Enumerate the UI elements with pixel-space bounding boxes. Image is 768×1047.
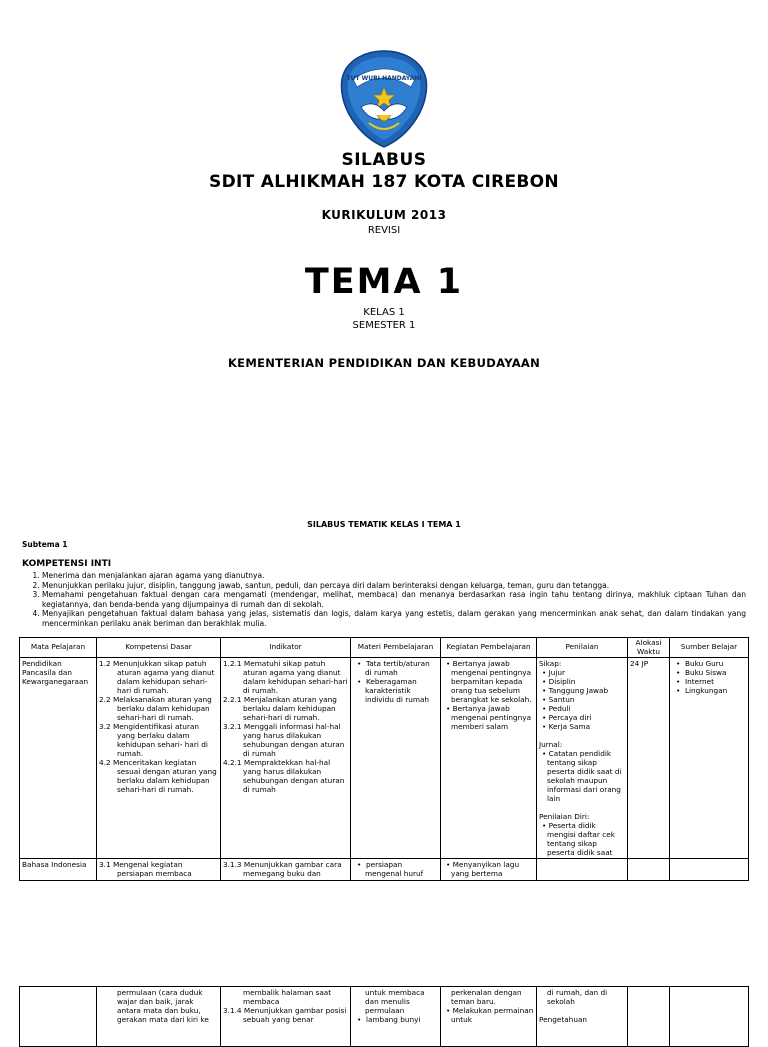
ki-item: 1. Menerima dan menjalankan ajaran agama yang dianutnya. [42,571,746,581]
header-mapel: Mata Pelajaran [20,638,97,658]
cell-kd: 3.1 Mengenal kegiatan persiapan membaca [97,859,221,881]
kd-item: 3.2 Mengidentifikasi aturan yang berlaku dalam kehidupan sehari- hari di rumah. [99,722,208,758]
sikap-item: • Percaya diri [542,713,592,722]
cell-penilaian [537,859,628,881]
header-penilaian: Penilaian [537,638,628,658]
cell-kd: permulaan (cara duduk wajar dan baik, jarak antara mata dan buku, gerakan mata dari kiri ke [97,987,221,1047]
sikap-item: • Tanggung Jawab [542,686,609,695]
diri-label: Penilaian Diri: [539,812,590,821]
school-name: SDIT ALHIKMAH 187 KOTA CIREBON [209,172,559,192]
kd-item: 1.2 Menunjukkan sikap patuh aturan agama yang dianut dalam kehidupan sehari-hari di rumah. [99,659,215,695]
header-alokasi: Alokasi Waktu [628,638,670,658]
cell-kd [97,658,221,859]
document-title: SILABUS [341,150,427,170]
diri-item: • Peserta didik mengisi daftar cek tentang sikap peserta didik saat [542,821,615,857]
cell-kegiatan [441,658,537,859]
cell-sumber [670,987,749,1047]
kd-item: 4.2 Menceritakan kegiatan sesuai dengan aturan yang berlaku dalam kehidupan sehari-hari di rumah. [99,758,217,794]
header-materi: Materi Pembelajaran [351,638,441,658]
materi-item: • Tata tertib/aturan di rumah [357,659,430,677]
semester-label: SEMESTER 1 [352,320,416,331]
sumber-item: • Buku Siswa [676,668,727,677]
materi-item: • Keberagaman karakteristik individu di rumah [357,677,430,704]
header-indikator: Indikator [221,638,351,658]
cell-mapel: Bahasa Indonesia [20,859,97,881]
tut-wuri-handayani-logo [339,49,429,149]
curriculum-label: KURIKULUM 2013 [321,208,447,222]
indikator-item: 1.2.1 Mematuhi sikap patuh aturan agama yang dianut dalam kehidupan sehari-hari di rumah. [223,659,348,695]
sumber-item: • Lingkungan [676,686,728,695]
ki-list [22,571,746,628]
cell-sumber [670,658,749,859]
jurnal-item: • Catatan pendidik tentang sikap peserta didik saat di sekolah maupun informasi dari orang lain [542,749,622,803]
ministry-label: KEMENTERIAN PENDIDIKAN DAN KEBUDAYAAN [227,356,541,370]
syllabus-table [19,637,749,881]
cell-mapel [20,987,97,1047]
cell-mapel: Pendidikan Pancasila dan Kewarganegaraan [20,658,97,859]
indikator-item: 4.2.1 Mempraktekkan hal-hal yang harus dilakukan sehubungan dengan aturan di rumah [223,758,345,794]
ki-item: 2. Menunjukkan perilaku jujur, disiplin, tanggung jawab, santun, peduli, dan percaya diri dalam berinteraksi dengan keluarga, teman, guru dan tetangga. [42,581,746,591]
indikator-item: 2.2.1 Menjalankan aturan yang berlaku dalam kehidupan sehari-hari di rumah. [223,695,337,722]
sumber-item: • Buku Guru [676,659,724,668]
kegiatan-item: • Bertanya jawab mengenai pentingnya memberi salam [446,704,532,731]
cell-indikator: 3.1.3 Menunjukkan gambar cara memegang buku dan [221,859,351,881]
cell-alokasi [628,859,670,881]
sikap-item: • Santun [542,695,575,704]
class-label: KELAS 1 [363,307,405,318]
kd-item: 2.2 Melaksanakan aturan yang berlaku dalam kehidupan sehari-hari di rumah. [99,695,212,722]
sikap-item: • Kerja Sama [542,722,591,731]
cell-indikator: membalik halaman saat membaca 3.1.4 Menunjukkan gambar posisi sebuah yang benar [221,987,351,1047]
syllabus-table-continued [19,986,749,1047]
cell-indikator [221,658,351,859]
cell-alokasi [628,987,670,1047]
cell-kegiatan: • Menyanyikan lagu yang bertema [441,859,537,881]
table-row [20,658,749,859]
ki-item: 3. Memahami pengetahuan faktual dengan cara mengamati (mendengar, melihat, membaca) dan menanya berdasarkan rasa ingin tahu tentang dirinya, makhluk ciptaan Tuhan dan kegiatannya, dan benda-benda yang dijumpainya di rumah dan di sekolah. [42,590,746,609]
table-header-row [20,638,749,658]
kegiatan-item: • Bertanya jawab mengenai pentingnya berpamitan kepada orang tua sebelum berangkat ke sekolah. [446,659,532,704]
cell-alokasi: 24 JP [628,658,670,859]
subtema-label: Subtema 1 [22,540,68,549]
sikap-label: Sikap: [539,659,562,668]
theme-title: TEMA 1 [304,262,464,302]
cell-materi [351,658,441,859]
header-kegiatan: Kegiatan Pembelajaran [441,638,537,658]
cell-materi: • persiapan mengenal huruf [351,859,441,881]
svg-text:TUT WURI HANDAYANI: TUT WURI HANDAYANI [346,75,422,82]
cell-materi: untuk membaca dan menulis permulaan • lambang bunyi [351,987,441,1047]
jurnal-label: Jurnal: [539,740,563,749]
sumber-item: • Internet [676,677,714,686]
ki-heading: KOMPETENSI INTI [22,559,112,569]
cell-sumber [670,859,749,881]
header-sumber: Sumber Belajar [670,638,749,658]
indikator-item: 3.2.1 Menggali informasi hal-hal yang harus dilakukan sehubungan dengan aturan di rumah [223,722,345,758]
sikap-item: • Disiplin [542,677,576,686]
syllabus-heading: SILABUS TEMATIK KELAS I TEMA 1 [307,520,461,529]
cell-penilaian: di rumah, dan di sekolah Pengetahuan [537,987,628,1047]
header-kd: Kompetensi Dasar [97,638,221,658]
cell-penilaian [537,658,628,859]
table-row [20,859,749,881]
sikap-item: • Peduli [542,704,571,713]
sikap-item: • Jujur [542,668,566,677]
table-row [20,987,749,1047]
cell-kegiatan: perkenalan dengan teman baru. • Melakukan permainan untuk [441,987,537,1047]
ki-item: 4. Menyajikan pengetahuan faktual dalam bahasa yang jelas, sistematis dan logis, dalam karya yang estetis, dalam gerakan yang mencerminkan anak sehat, dan dalam tindakan yang mencerminkan perilaku anak beriman dan berakhlak mulia. [42,609,746,628]
revision-label: REVISI [367,225,401,236]
